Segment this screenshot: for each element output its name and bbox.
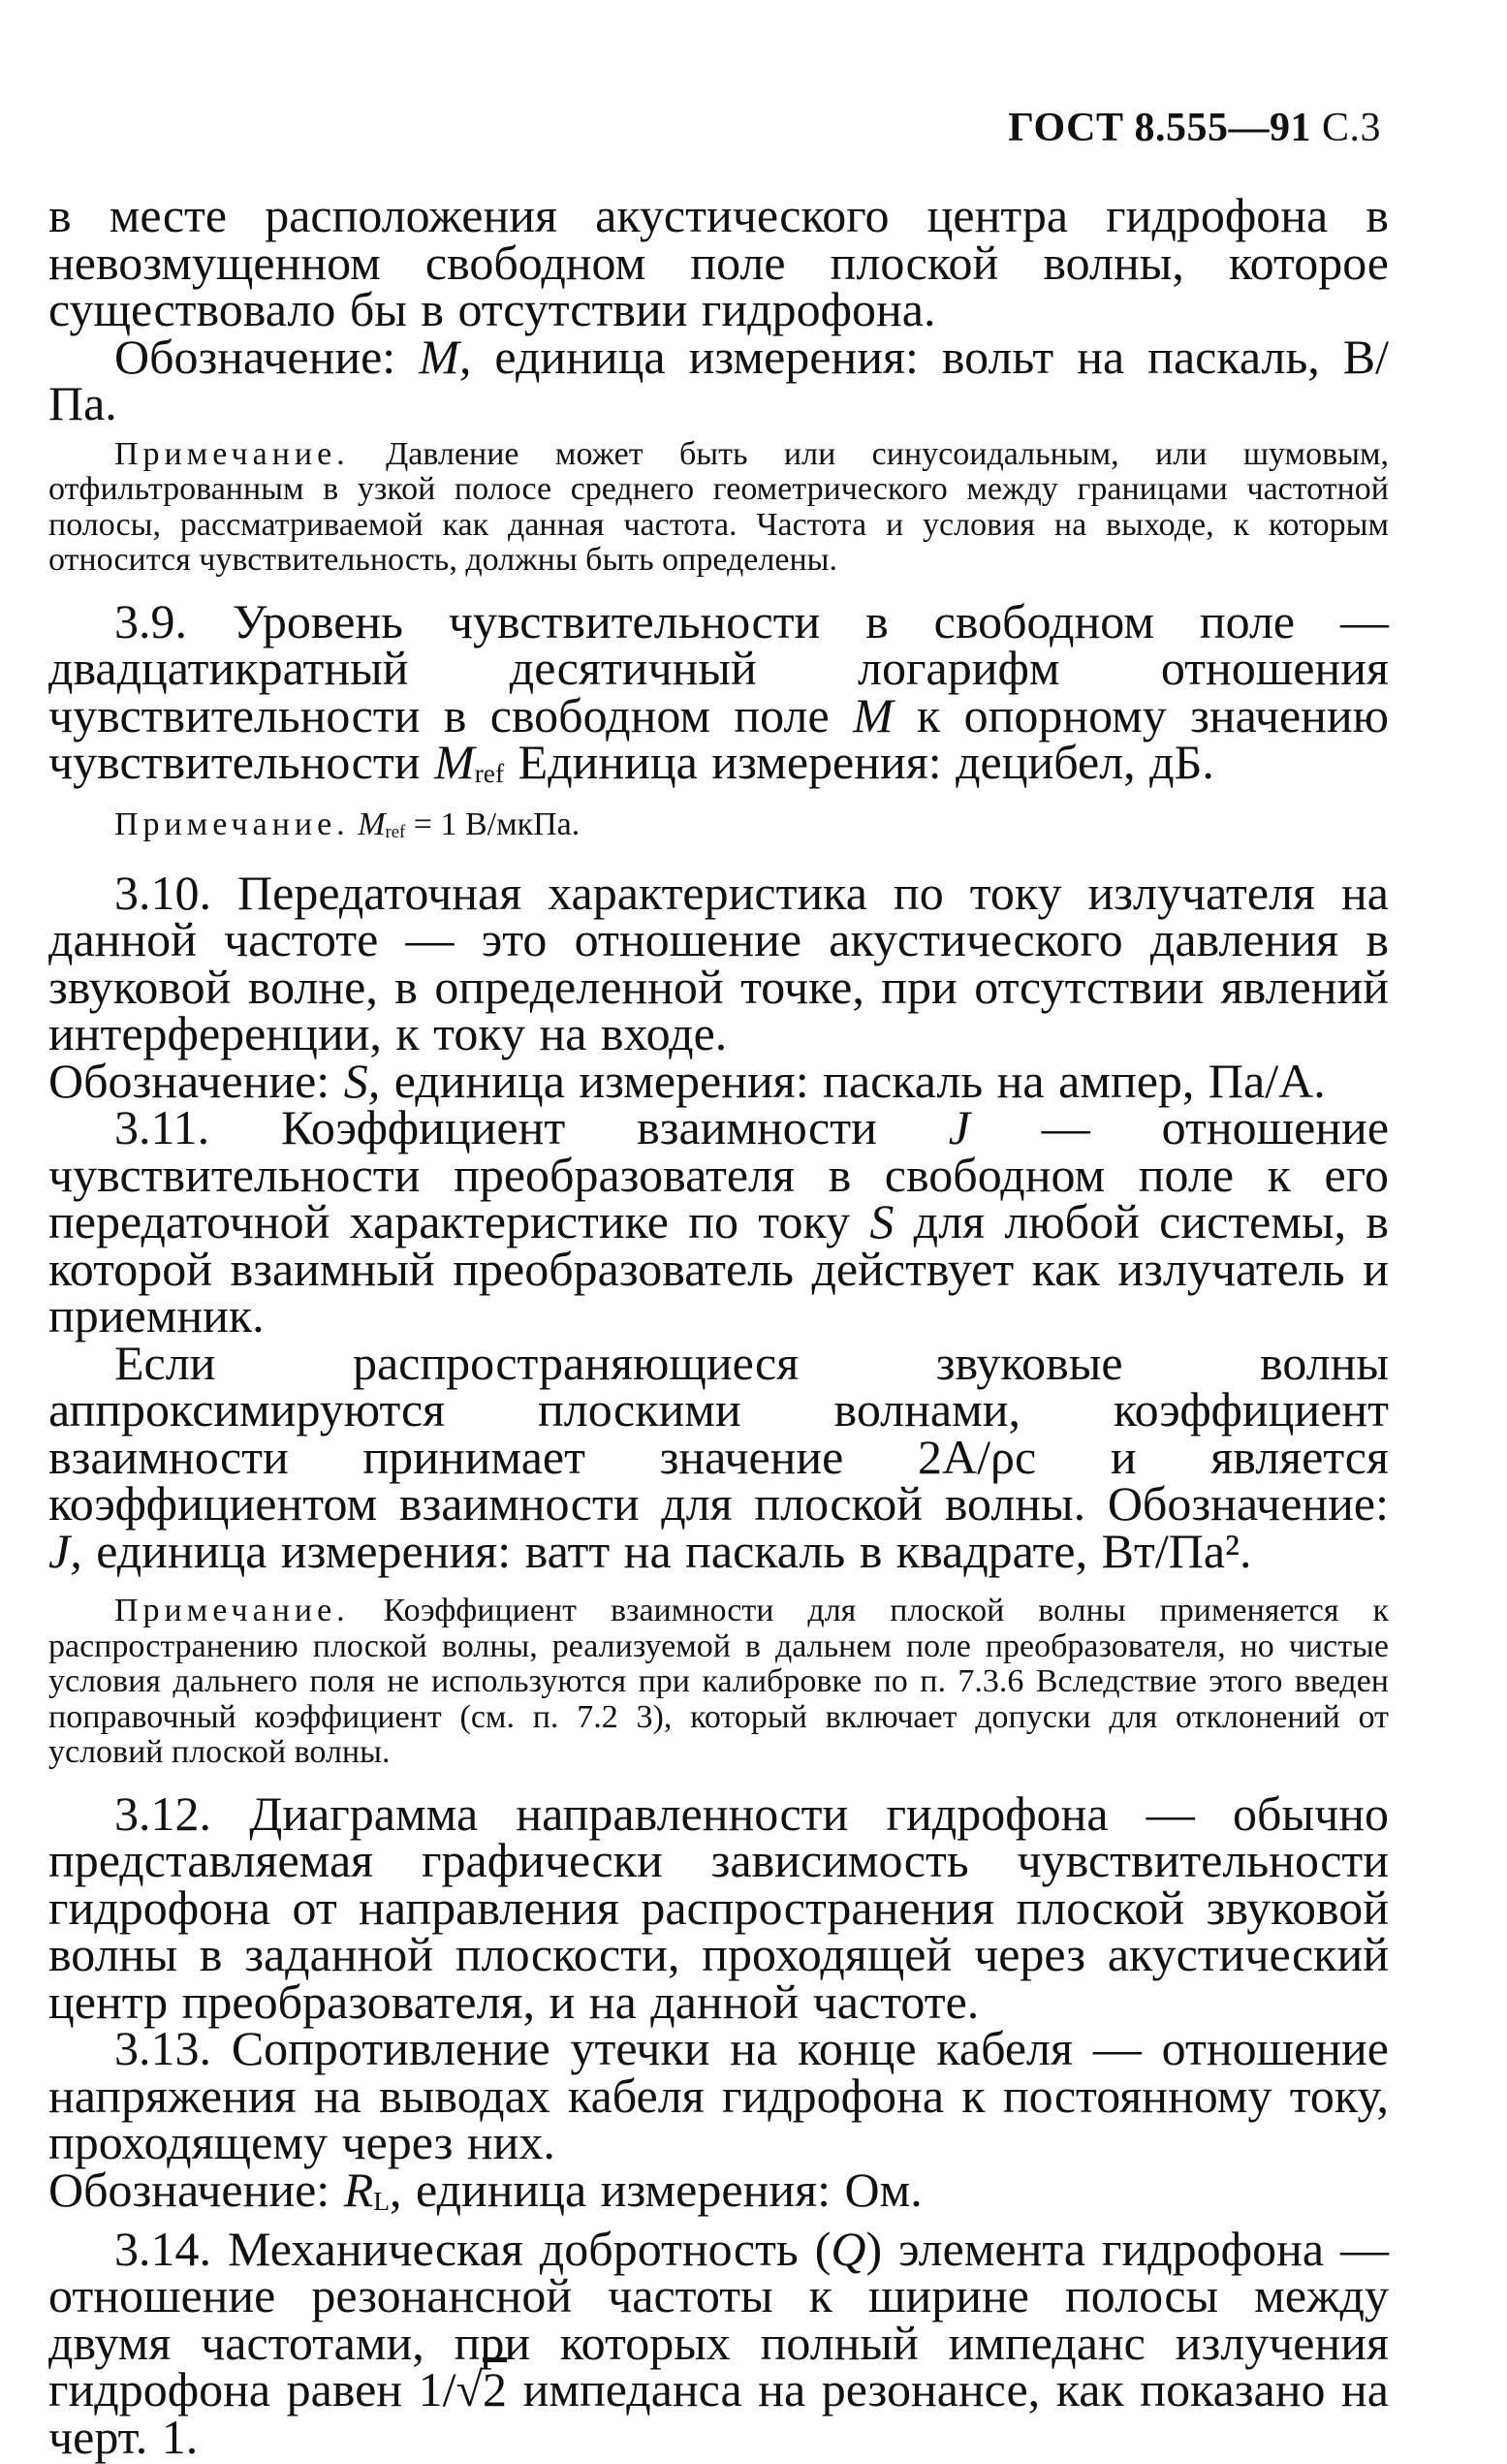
sqrt-radicand: 2: [483, 2362, 507, 2417]
section-text: 3.14. Механическая добротность (: [114, 2221, 832, 2276]
designation-label: Обозначение:: [48, 2162, 330, 2217]
designation-line: [48, 329, 1390, 430]
note-3: [48, 1594, 1389, 1771]
note-label: Примечание.: [114, 806, 350, 842]
formula-2A-rho-c: 2A/ρc: [918, 1429, 1037, 1484]
note-label: Примечание.: [114, 1593, 350, 1629]
paragraph-text: и является коэффициентом взаимности для плоской волны. Обозначение:: [48, 1429, 1389, 1532]
symbol-M-ref: М: [358, 806, 386, 842]
symbol-R: R: [343, 2162, 374, 2217]
section-text: 3.13. Сопротивление утечки на конце кабеля — отношение напряжения на выводах кабеля гидрофона к постоянному току, проходящему через них.: [48, 2021, 1389, 2170]
section-text: 3.10. Передаточная характеристика по току излучателя на данной частоте — это отношение акустического давления в звуковой волне, в определенной точке, при отсутствии явлений интерференции, к току на входе.: [48, 865, 1389, 1061]
section-text: 3.11. Коэффициент взаимности: [114, 1100, 877, 1155]
paragraph-plane-wave: [48, 1335, 1389, 1578]
sqrt-sign: √: [455, 2362, 483, 2417]
designation-label: Обозначение:: [114, 329, 396, 384]
section-text: импеданса на резонансе, как показано на черт. 1.: [48, 2362, 1389, 2464]
section-text: ) элемента гидрофона — отношение резонансной частоты к ширине полосы между двумя частотами, при которых полный импеданс излучения гидрофона равен: [48, 2221, 1389, 2417]
symbol-Q: Q: [831, 2221, 866, 2276]
designation-line: [48, 1053, 1389, 1108]
section-3-9: [48, 593, 1390, 798]
note-2: [48, 807, 1389, 850]
unit-text: единица измерения: ватт на паскаль в квадрате, Вт/Па².: [96, 1523, 1252, 1578]
symbol-M: М,: [419, 329, 472, 384]
document-body: [48, 188, 1390, 2464]
subscript-ref: ref: [385, 821, 406, 842]
section-text: — отношение чувствительности преобразователя в свободном поле к его передаточной характеристике по току: [48, 1100, 1390, 1249]
note-text: Давление может быть или синусоидальным, или шумовым, отфильтрованным в узкой полосе среднего геометрического между границами частотной полосы, рассматриваемой как данная частота. Частота и условия на выходе, к которым относится чувствительность, должны быть определены.: [48, 435, 1389, 578]
unit-text: единица измерения: паскаль на ампер, Па/А.: [393, 1053, 1326, 1108]
symbol-M-ref: М: [433, 735, 475, 789]
paragraph-continuation: [48, 188, 1389, 336]
page-header: [1008, 105, 1381, 151]
symbol-S: S: [869, 1194, 895, 1249]
symbol-J: J: [948, 1100, 970, 1155]
designation-line: [48, 2162, 1389, 2226]
paragraph-text: в месте расположения акустического центра гидрофона в невозмущенном свободном поле плоской волны, которое существовало бы в отсутствии гидрофона.: [48, 188, 1389, 336]
section-text: 3.9. Уровень чувствительности в свободном поле — двадцатикратный десятичный логарифм отношения чувствительности в свободном поле: [48, 593, 1389, 742]
page-number: С.3: [1321, 106, 1381, 150]
section-text: 3.12. Диаграмма направленности гидрофона — обычно представляемая графически зависимость чувствительности гидрофона от направления распространения плоской звуковой волны в заданной плоскости, проходящей через акустический центр преобразователя, и на данной частоте.: [48, 1785, 1389, 2029]
paragraph-text: Если распространяющиеся звуковые волны аппроксимируются плоскими волнами, коэффициент взаимности принимает значение: [48, 1335, 1389, 1484]
section-text: к опорному значению чувствительности: [48, 687, 1390, 789]
symbol-S: S,: [343, 1053, 381, 1108]
section-3-11: [48, 1100, 1390, 1343]
fraction-one-over: 1/: [418, 2362, 456, 2417]
section-3-14: [48, 2221, 1389, 2464]
section-3-10: [48, 865, 1389, 1061]
unit-text: единица измерения: вольт на паскаль, В/Па.: [48, 329, 1390, 430]
note-label: Примечание.: [114, 435, 350, 472]
subscript-ref: ref: [474, 758, 505, 789]
section-3-13: [48, 2021, 1389, 2170]
symbol-M: М: [852, 687, 894, 742]
note-text: = 1 В/мкПа.: [413, 806, 581, 842]
section-3-12: [48, 1785, 1389, 2029]
standard-title: ГОСТ 8.555—91: [1008, 106, 1311, 150]
subscript-L: L: [373, 2186, 391, 2217]
note-text: Коэффициент взаимности для плоской волны применяется к распространению плоской волны, реализуемой в дальнем поле преобразователя, но чистые условия дальнего поля не используются при калибровке по п. 7.3.6 Вследствие этого введен поправочный коэффициент (см. п. 7.2 3), который включает допуски для отклонений от условий плоской волны.: [48, 1593, 1390, 1771]
designation-label: Обозначение:: [48, 1053, 330, 1108]
unit-text: , единица измерения: Ом.: [390, 2162, 923, 2217]
section-text: Единица измерения: децибел, дБ.: [518, 735, 1214, 789]
symbol-J: J,: [48, 1523, 82, 1578]
section-text: для любой системы, в которой взаимный преобразователь действует как излучатель и приемник.: [48, 1194, 1390, 1343]
note-1: [48, 437, 1389, 579]
